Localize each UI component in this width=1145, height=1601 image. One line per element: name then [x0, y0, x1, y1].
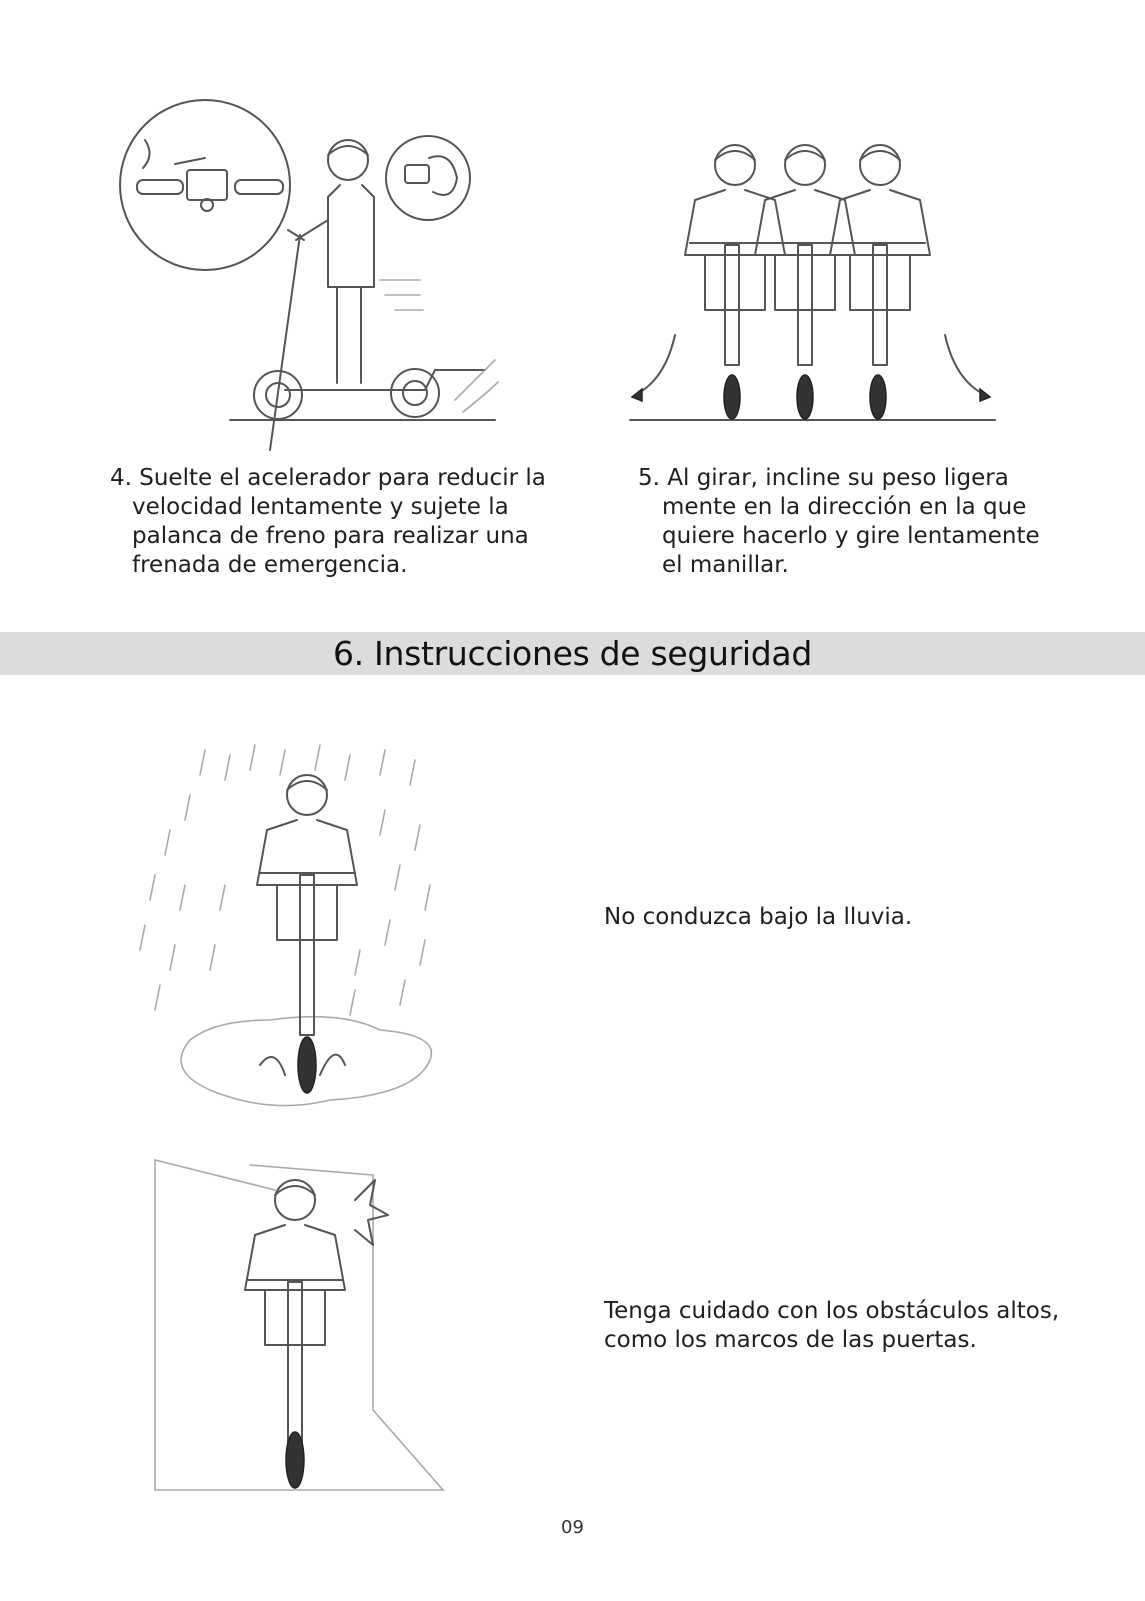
step-4-line: velocidad lentamente y sujete la — [132, 494, 509, 520]
step-5-line: mente en la dirección en la que — [662, 494, 1027, 520]
step-5-text — [638, 464, 1040, 580]
obstacle-line: Tenga cuidado con los obstáculos altos, — [604, 1298, 1060, 1324]
step-5-line: 5. Al girar, incline su peso ligera — [638, 465, 1009, 491]
step-4-line: 4. Suelte el acelerador para reducir la — [110, 465, 546, 491]
page-number: 09 — [561, 1517, 584, 1538]
step-5-line: quiere hacerlo y gire lentamente — [662, 523, 1040, 549]
rain-illustration — [130, 735, 450, 1115]
step-4-text — [110, 464, 546, 580]
braking-illustration — [115, 100, 515, 435]
section-title: 6. Instrucciones de seguridad — [332, 634, 813, 673]
rain-warning-text: No conduzca bajo la lluvia. — [604, 904, 913, 930]
step-4-line: frenada de emergencia. — [132, 552, 408, 578]
obstacle-line: como los marcos de las puertas. — [604, 1327, 977, 1353]
step-4-line: palanca de freno para realizar una — [132, 523, 529, 549]
turning-illustration — [630, 135, 1010, 435]
obstacle-warning-text — [604, 1297, 1059, 1355]
step-5-line: el manillar. — [662, 552, 789, 578]
section-banner — [0, 632, 1145, 675]
door-frame-illustration — [150, 1155, 460, 1500]
